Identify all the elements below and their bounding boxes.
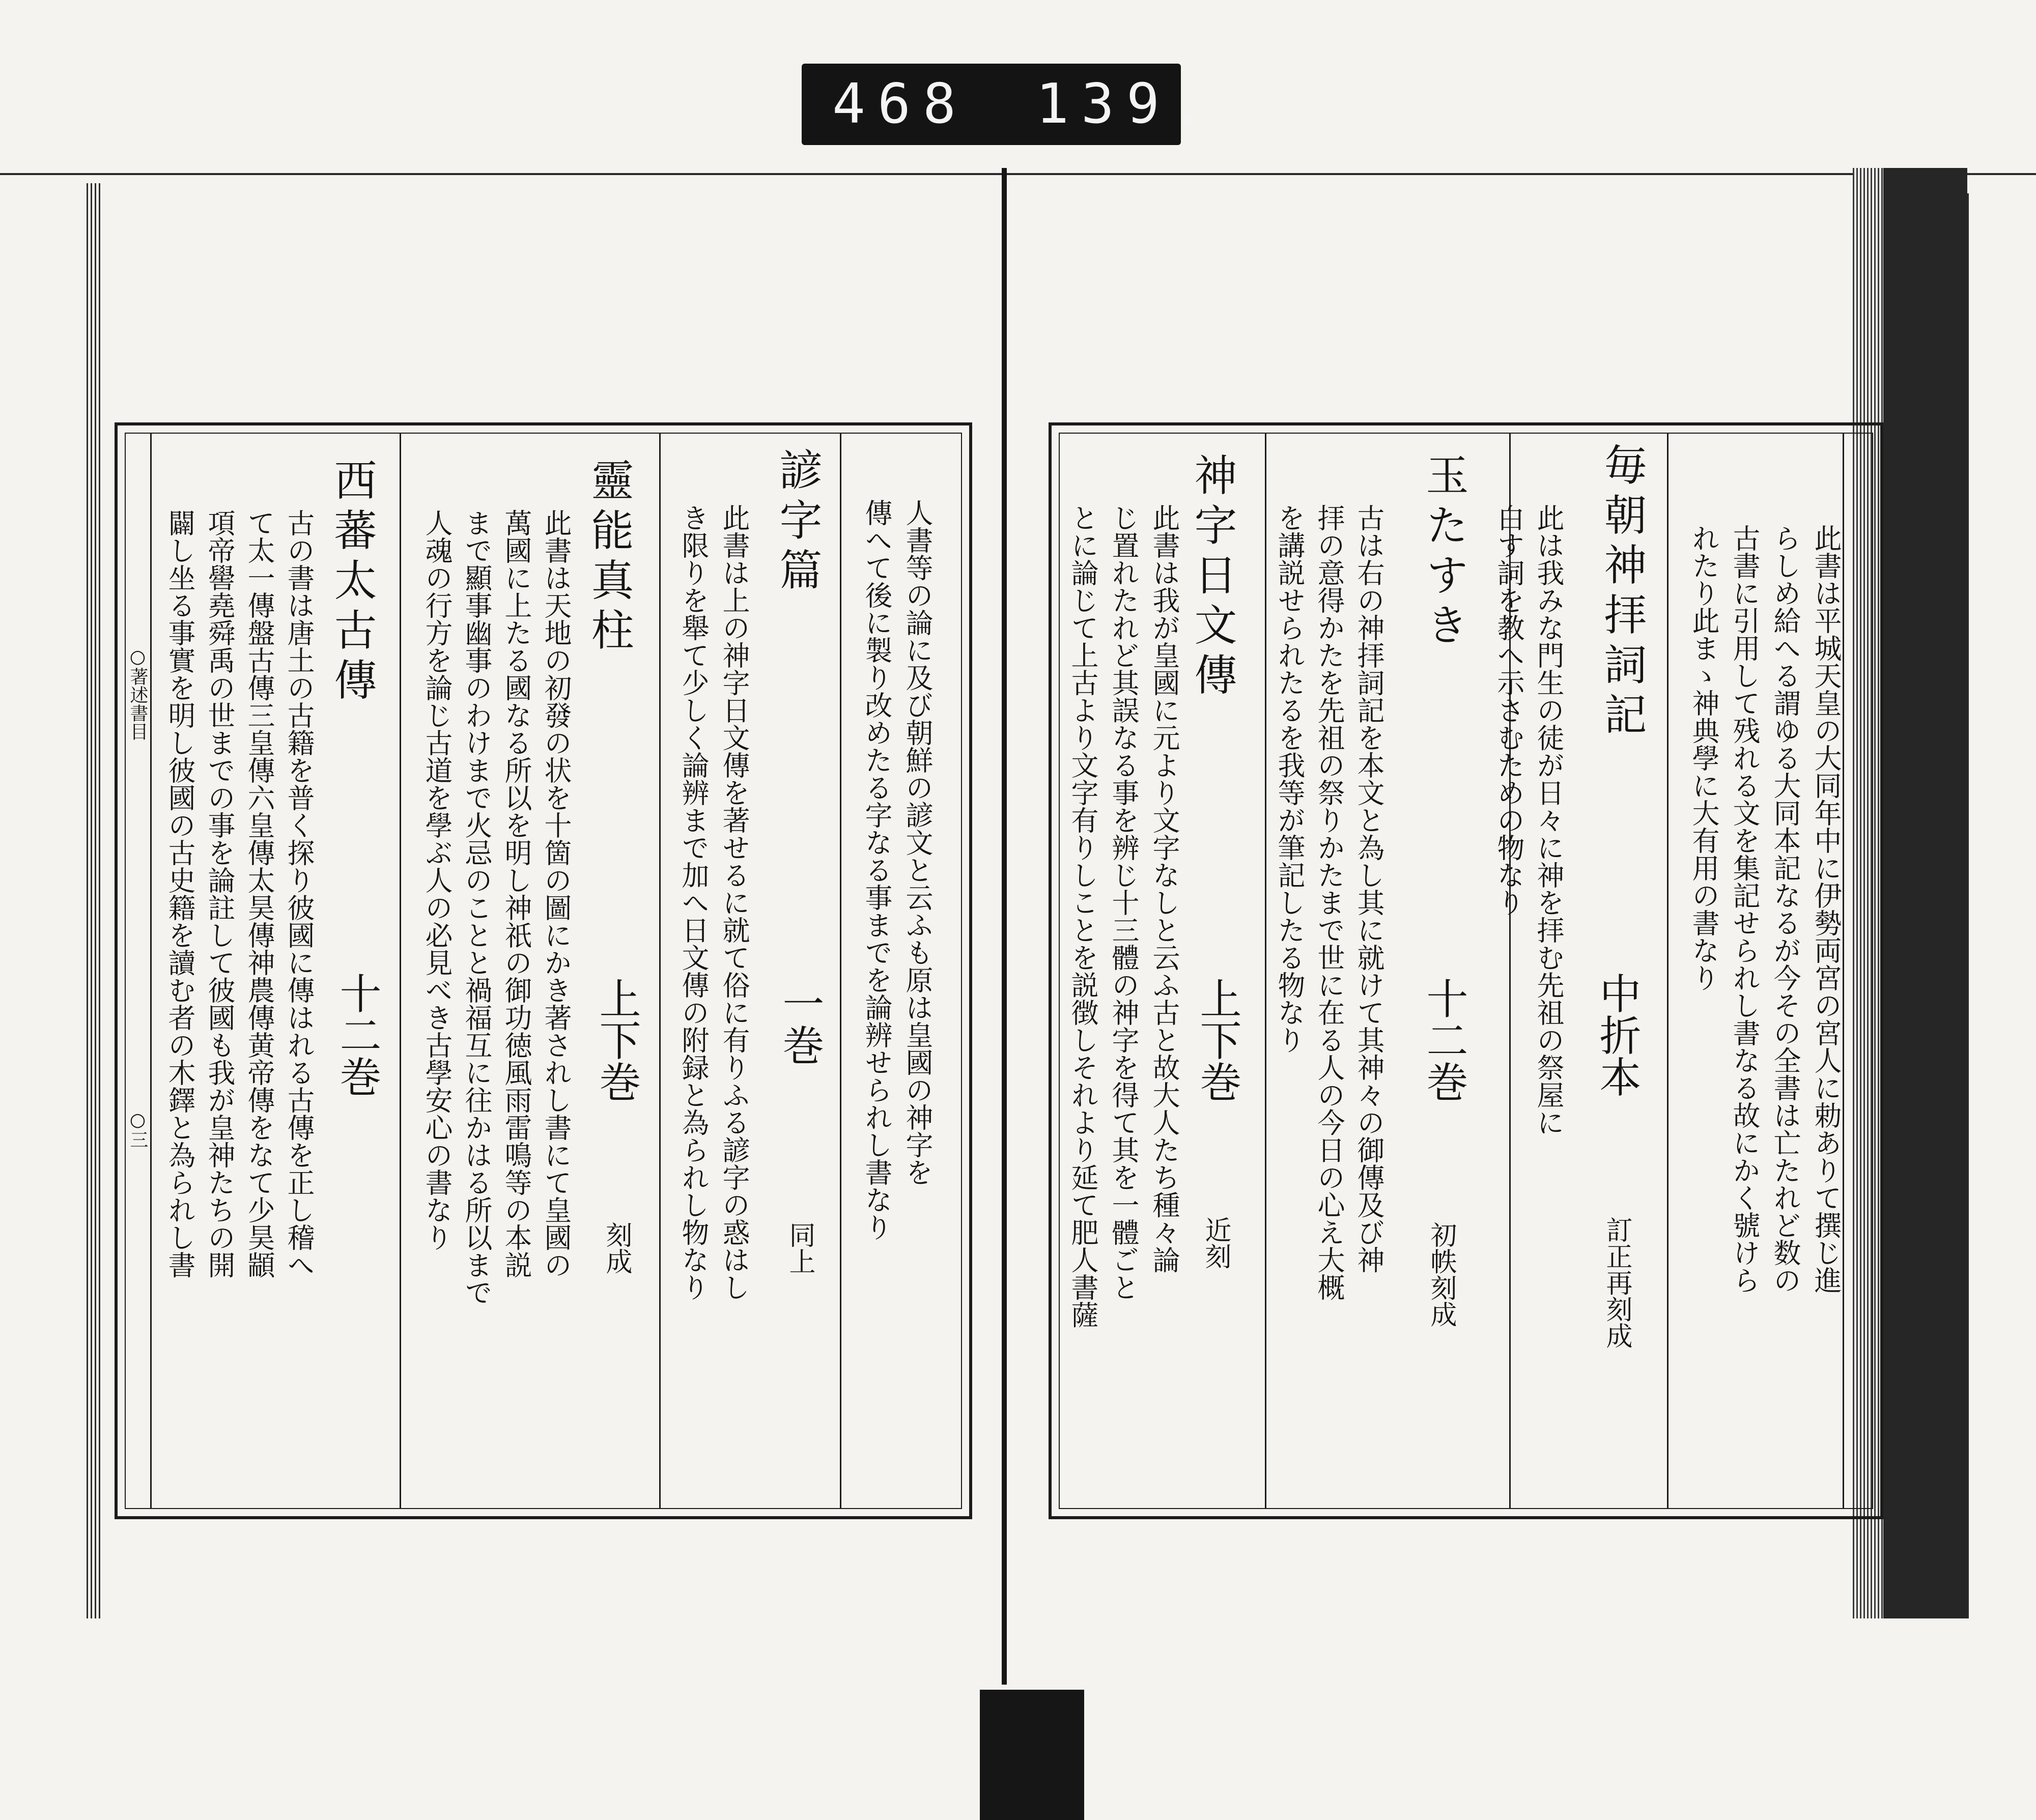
entry-volume: 上下巻 xyxy=(592,977,641,1102)
body-line: て太一傳盤古傳三皇傳六皇傳太昊傳神農傳黄帝傳をなて少昊顓 xyxy=(243,509,275,1278)
margin-section: ○著述書目 xyxy=(127,646,148,741)
body-line: 此書は平城天皇の大同年中に伊勢両宮の宮人に勅ありて撰じ進 xyxy=(1810,524,1842,1294)
body-line: 此書は上の神字日文傳を著せるに就て俗に有りふる諺字の惑はし xyxy=(718,504,750,1301)
call-number-left: 468 xyxy=(832,72,969,136)
body-line: 項帝嚳堯舜禹の世までの事を論註して彼國も我が皇神たちの開 xyxy=(204,509,236,1278)
divider xyxy=(1265,433,1266,1509)
entry-volume: 十二巻 xyxy=(333,972,381,1097)
margin-page-number: ○三 xyxy=(127,1110,148,1149)
page-top-edge xyxy=(0,173,2036,175)
body-line: 闢し坐る事實を明し彼國の古史籍を讀む者の木鐸と為られし書 xyxy=(164,509,196,1278)
body-line: 此は我みな門生の徒が日々に神を拝む先祖の祭屋に xyxy=(1533,504,1565,1136)
entry-title: 諺字篇 xyxy=(773,448,823,598)
entry-note: 訂正再刻成 xyxy=(1601,1216,1632,1349)
entry-volume: 一巻 xyxy=(776,982,824,1066)
book-spine-shadow xyxy=(1883,168,1967,1618)
book-edge-margin xyxy=(1967,193,2036,1618)
entry-title: 西蕃太古傳 xyxy=(327,458,377,707)
body-line: 此書は我が皇國に元より文字なしと云ふ古と故大人たち種々論 xyxy=(1148,504,1180,1273)
entry-title: 玉たすき xyxy=(1419,453,1469,652)
entry-note: 近刻 xyxy=(1200,1216,1231,1269)
body-line: を講説せられたるを我等が筆記したる物なり xyxy=(1274,504,1306,1054)
body-line: まで顯事幽事のわけまで火忌のことと禍福互に往かはる所以まで xyxy=(461,509,493,1306)
body-line: じ置れたれど其誤なる事を辨じ十三體の神字を得て其を一體ごと xyxy=(1108,504,1140,1301)
body-line: 傳へて後に製り改めたる字なる事までを論辨せられし書なり xyxy=(861,499,893,1241)
gutter-tab xyxy=(980,1690,1084,1820)
body-line: 人魂の行方を論じ古道を學ぶ人の必見べき古學安心の書なり xyxy=(421,509,453,1251)
entry-note: 同上 xyxy=(784,1221,815,1274)
entry-note: 初帙刻成 xyxy=(1426,1221,1456,1327)
left-fore-edge xyxy=(87,183,103,1618)
body-line: 古の書は唐土の古籍を普く探り彼國に傳はれる古傳を正し稽へ xyxy=(283,509,315,1278)
body-line: 白す詞を教へ示さむための物なり xyxy=(1493,504,1525,916)
body-line: 古は右の神拝詞記を本文と為し其に就けて其神々の御傳及び神 xyxy=(1353,504,1385,1273)
divider xyxy=(1667,433,1669,1509)
entry-volume: 十二巻 xyxy=(1420,977,1468,1102)
body-line: れたり此まゝ神典學に大有用の書なり xyxy=(1688,524,1720,991)
body-line: 人書等の論に及び朝鮮の諺文と云ふも原は皇國の神字を xyxy=(901,499,934,1186)
divider xyxy=(1843,433,1844,1509)
body-line: 萬國に上たる國なる所以を明し神祇の御功徳風雨雷鳴等の本説 xyxy=(500,509,532,1278)
divider xyxy=(659,433,661,1509)
body-line: き限りを舉て少しく論辨まで加へ日文傳の附録と為られし物なり xyxy=(677,504,710,1301)
entry-title: 靈能真柱 xyxy=(584,458,634,658)
entry-title: 毎朝神拝詞記 xyxy=(1597,443,1647,742)
divider xyxy=(840,433,841,1509)
entry-volume: 中折本 xyxy=(1593,972,1641,1097)
book-gutter xyxy=(1002,168,1007,1685)
body-line: 此書は天地の初發の状を十箇の圖にかき著されし書にて皇國の xyxy=(540,509,572,1278)
divider xyxy=(400,433,401,1509)
body-line: 拝の意得かたを先祖の祭りかたまで世に在る人の今日の心え大概 xyxy=(1313,504,1345,1301)
divider xyxy=(150,433,152,1509)
call-number-label xyxy=(802,64,1218,145)
call-number-right: 139. xyxy=(1036,72,1218,136)
entry-note: 刻成 xyxy=(601,1221,632,1274)
entry-title: 神字日文傳 xyxy=(1187,453,1237,702)
body-line: 古書に引用して残れる文を集記せられし書なる故にかく號けら xyxy=(1729,524,1761,1294)
entry-volume: 上下巻 xyxy=(1193,977,1241,1102)
body-line: とに論じて上古より文字有りしことを説徴しそれより延て肥人書薩 xyxy=(1067,504,1099,1328)
body-line: らしめ給へる謂ゆる大同本記なるが今その全書は亡たれど数の xyxy=(1769,524,1801,1294)
